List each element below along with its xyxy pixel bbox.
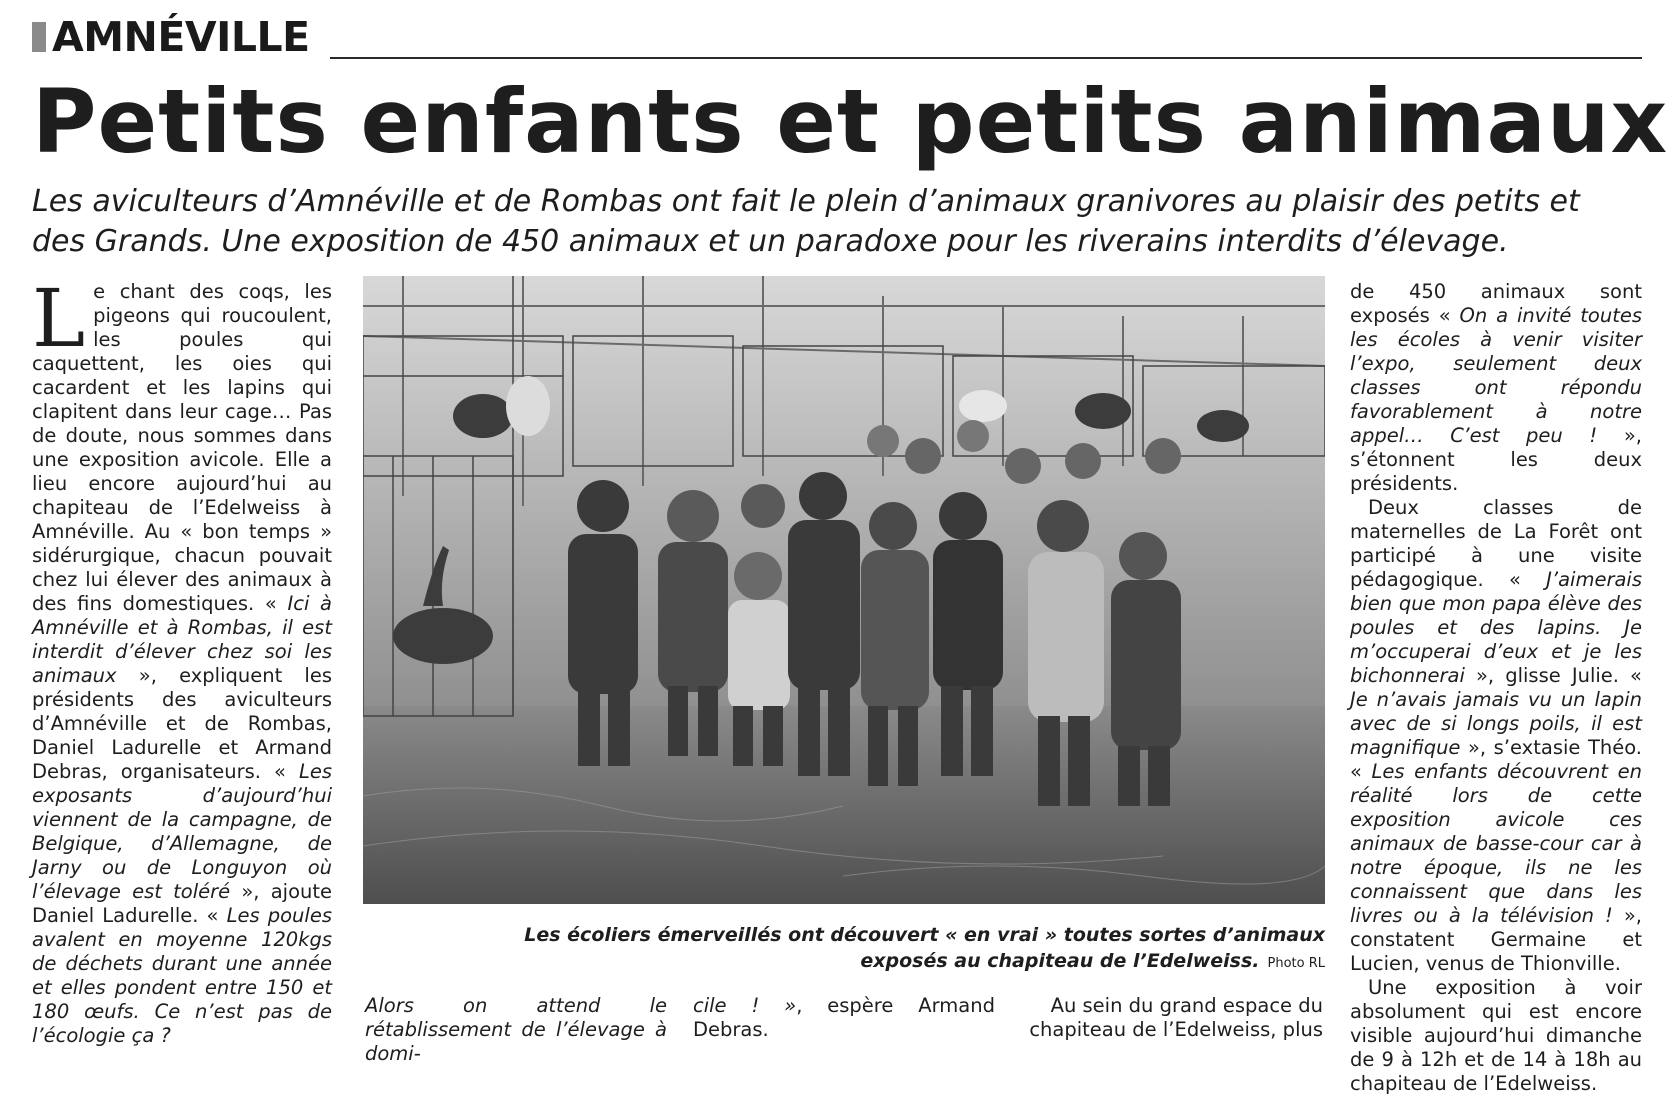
photo-image <box>363 276 1325 904</box>
article-quote: J’aimerais bien que mon papa élève des poules et des lapins. Je m’occuperai d’eux et je les bichonnerai <box>1350 568 1642 687</box>
article-text: de 450 animaux sont exposés « <box>1350 280 1642 327</box>
caption-line-1: Les écoliers émerveillés ont découvert « en vrai » toutes sortes d’animaux <box>524 924 1325 946</box>
article-quote: Ici à Amnéville et à Rombas, il est interdit d’élever chez soi les animaux <box>32 592 332 687</box>
section-rule <box>330 57 1642 59</box>
article-text: », s’étonnent les deux présidents. <box>1350 424 1642 495</box>
photo-caption <box>363 922 1325 977</box>
article-photo <box>363 276 1325 904</box>
article-quote: Les enfants découvrent en réalité lors de cette exposition avicole ces animaux de basse-cour car à notre époque, ils ne les connaissent que dans les livres ou à la télévision ! <box>1350 760 1642 927</box>
section-marker <box>32 22 46 52</box>
article-quote: Je n’avais jamais vu un lapin avec de si longs poils, il est magnifique <box>1350 688 1642 759</box>
standfirst: Les aviculteurs d’Amnéville et de Rombas ont fait le plein d’animaux granivores au plaisir des petits et des Grands. Une exposition de 450 animaux et un paradoxe pour les riverains interdits d’élevage. <box>32 184 1580 259</box>
article-quote: Les exposants d’aujourd’hui viennent de la campagne, de Belgique, d’Allemagne, de Jarny ou de Longuyon où l’élevage est toléré <box>32 760 332 903</box>
article-quote: cile ! » <box>693 994 797 1017</box>
article-text: Deux classes de maternelles de La Forêt ont participé à une visite pédagogique. « <box>1350 496 1642 591</box>
article-text: », expliquent les présidents des aviculteurs d’Amnéville et de Rombas, Daniel Ladurelle et Armand Debras, organisateurs. « <box>32 664 332 783</box>
section-label: AMNÉVILLE <box>52 13 310 61</box>
caption-line-2: exposés au chapiteau de l’Edelweiss. <box>860 950 1260 972</box>
bottom-column-2 <box>693 994 995 1042</box>
article-column-1 <box>32 272 332 1048</box>
article-quote: Les poules avalent en moyenne 120kgs de déchets durant une année et elles pondent entre 150 et 180 œufs. Ce n’est pas de l’écologie ça ? <box>32 904 332 1047</box>
article-text: , espère Armand Debras. <box>693 994 995 1041</box>
article-text: », constatent Germaine et Lucien, venus de Thionville. <box>1350 904 1642 975</box>
article-quote: On a invité toutes les écoles à venir visiter l’expo, seulement deux classes ont répondu favorablement à notre appel… C’est peu ! <box>1350 304 1642 447</box>
article-text: e chant des coqs, les pigeons qui roucoulent, les poules qui caquettent, les oies qui cacardent et les lapins qui clapitent dans leur cage… Pas de doute, nous sommes dans une exposition avicole. Elle a lieu encore aujourd’hui au chapiteau de l’Edelweiss à Amnéville. Au « bon temps » sidérurgique, chacun pouvait chez lui élever des animaux à des fins domestiques. « <box>32 280 332 615</box>
article-column-4 <box>1350 280 1642 1096</box>
article-text: », s’extasie Théo. « <box>1350 736 1642 783</box>
article-text: », ajoute Daniel Ladurelle. « <box>32 880 332 927</box>
article-text: », glisse Julie. « <box>1464 664 1642 687</box>
bottom-column-3: Au sein du grand espace du chapiteau de l’Edelweiss, plus <box>1029 994 1323 1041</box>
article-text: Une exposition à voir absolument qui est encore visible aujourd’hui dimanche de 9 à 12h et de 14 à 18h au chapiteau de l’Edelweiss. <box>1350 976 1642 1095</box>
headline: Petits enfants et petits animaux <box>32 70 1669 173</box>
bottom-column-1: Alors on attend le rétablissement de l’élevage à domi- <box>365 994 667 1065</box>
photo-credit: Photo RL <box>1267 956 1325 971</box>
dropcap: L <box>32 272 86 365</box>
